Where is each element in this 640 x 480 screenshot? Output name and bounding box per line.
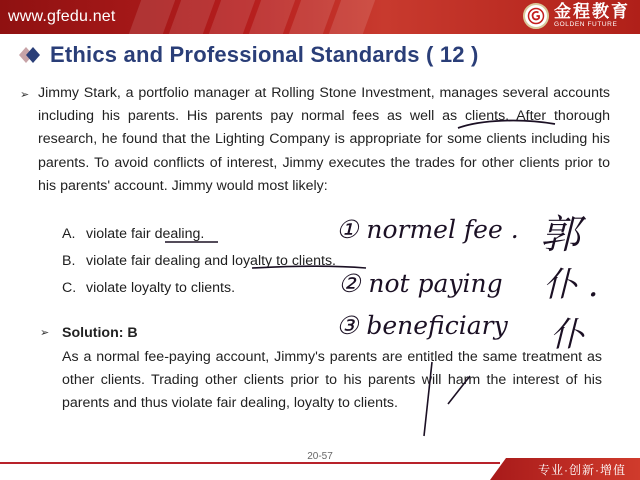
solution-heading: Solution: B: [62, 325, 138, 341]
annotation-note-1: ① normel fee .: [336, 215, 519, 244]
option-a: [62, 226, 204, 242]
page-title: Ethics and Professional Standards ( 12 ): [50, 42, 479, 67]
header-decoration: [135, 0, 435, 34]
option-letter: A.: [62, 226, 76, 242]
annotation-note-3: ③ beneficiary: [336, 311, 508, 340]
brand-seal-icon: [523, 3, 549, 29]
option-text: violate fair dealing.: [86, 226, 205, 242]
arrow-bullet-icon: ➢: [40, 327, 50, 339]
brand-name-en: GOLDEN FUTURE: [554, 21, 618, 28]
brand-name-cn: 金程教育: [554, 2, 630, 21]
option-b: [62, 253, 336, 269]
diamond-bullet-icon: [18, 46, 44, 64]
question-text: Jimmy Stark, a portfolio manager at Rolling Stone Investment, manages several accounts including his parents. His parents pay normal fees as well as clients. After thorough research, he found that the Lighting Company is appropriate for some clients including his parents. To avoid conflicts of interest, Jimmy executes the trades for other clients prior to his parents' account. Jimmy would most likely:: [38, 85, 610, 194]
option-letter: C.: [62, 280, 77, 296]
arrow-bullet-icon: ➢: [20, 89, 30, 101]
option-text: violate fair dealing and loyalty to clients.: [86, 253, 336, 269]
annotation-note-2: ② not paying: [338, 269, 503, 298]
option-c: [62, 280, 235, 296]
annotation-chinese-3: 仆: [550, 315, 584, 355]
option-letter: B.: [62, 253, 76, 269]
header-band: [0, 0, 640, 34]
footer-slogan: 专业·创新·增值: [538, 463, 626, 477]
annotation-chinese-2: 仆 .: [543, 265, 599, 305]
option-text: violate loyalty to clients.: [86, 280, 236, 296]
site-url[interactable]: www.gfedu.net: [8, 8, 116, 25]
footer-line: [0, 462, 500, 464]
title-row: [18, 42, 479, 68]
annotation-chinese-1: 郭: [540, 212, 580, 258]
page-number: 20-57: [307, 451, 333, 462]
brand-logo: [523, 3, 630, 29]
solution-text: As a normal fee-paying account, Jimmy's parents are entitled the same treatment as other clients. Trading other clients prior to his parents will harm the interest of his parents and thus violate fair dealing, loyalty to clients.: [62, 349, 602, 412]
